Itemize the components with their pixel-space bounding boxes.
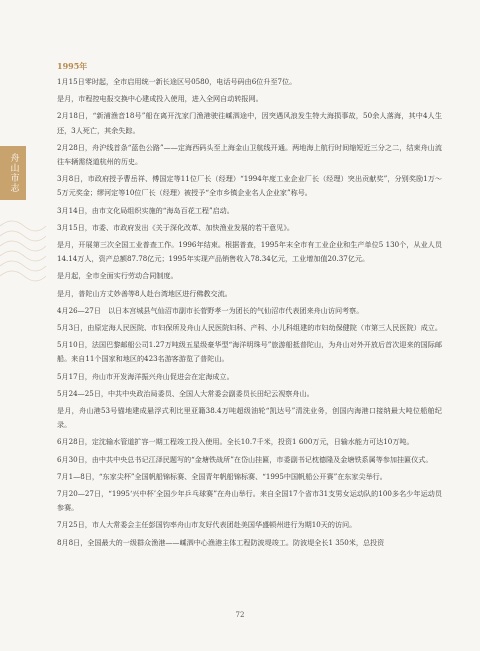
paragraph: 是月，开展第三次全国工业普查工作。1996年结束。根据普查，1995年末全市有工业企业和生产单位5 130个，从业人员14.14万人，资产总额87.78亿元；1995年实现产品销售收入78.34亿元，工业增加值20.37亿元。	[57, 240, 442, 264]
paragraph: 7月20—27日，“1995‘兴中杯’全国少年乒乓球赛”在舟山举行。来自全国17个省市31支男女运动队的100多名少年运动员参赛。	[57, 489, 442, 513]
paragraph: 3月14日，由市文化局组织实施的“海岛百花工程”启动。	[57, 205, 234, 215]
paragraph: 5月3日，由原定海人民医院、市妇保所及舟山人民医院妇科、产科、小儿科组建的市妇幼保健院（市第三人民医院）成立。	[57, 323, 442, 333]
paragraph: 5月24—25日，中共中央政治局委员、全国人大常委会副委员长田纪云视察舟山。	[57, 388, 314, 398]
paragraph: 3月15日，市委、市政府发出《关于深化改革、加快渔业发展的若干意见》。	[57, 222, 294, 232]
paragraph: 5月17日，舟山市开发海洋振兴舟山促进会在定海成立。	[57, 371, 234, 381]
paragraph: 是月，舟山港53号锚地建成悬浮式利比里亚籍38.4万吨超级油轮“凯达号”清洗业务，创国内海港口接纳最大吨位船舶纪录。	[57, 406, 442, 430]
year-heading: 1995年	[57, 61, 88, 71]
paragraph: 7月1—8日，“东家尖杯”全国帆船锦标赛、全国青年帆船锦标赛、“1995中国帆船公开赛”在东家尖举行。	[57, 471, 387, 481]
side-tab-label: 舟山市志	[0, 146, 26, 200]
paragraph: 4月26—27日 以日本宫城县气仙沼市副市长菅野孝一为团长的气仙沼市代表团来舟山访问考察。	[57, 305, 364, 315]
main-text	[57, 60, 442, 553]
paragraph: 8月8日，全国最大的一级群众渔港——嵊泗中心渔港主体工程防波堤竣工。防波堤全长1 350米，总投资	[57, 537, 385, 547]
page-number: 72	[235, 611, 245, 619]
paragraph: 2月28日，舟沪线首条“蓝色公路”——定海西码头至上海金山卫航线开通。两地海上航行时间缩短近三分之二，结束舟山流往车辆需绕道杭州的历史。	[57, 142, 442, 167]
paragraph: 是月，普陀山方丈妙善等8人赴台湾地区进行佛教交流。	[57, 288, 232, 298]
wave-decoration-icon	[0, 206, 46, 296]
paragraph: 6月30日，由中共中央总书记江泽民题写的“金塘铁战所”在岱山挂匾，市委副书记枕德隆及金塘铁系属等参加挂匾仪式。	[57, 454, 433, 464]
paragraph: 6月28日，定沈输水管道扩容一期工程竣工投入使用。全长10.7千米，投资1 600万元，日输水能力可达10万吨。	[57, 437, 414, 447]
side-band	[0, 0, 30, 651]
paragraph: 5月10日，法国巴黎邮船公司1.27万吨级五星级豪华型“海洋明珠号”旅游船抵普陀山，为舟山对外开放后首次迎来的国际邮船。来自11个国家和地区的423名游客游览了普陀山。	[57, 340, 442, 364]
paragraph: 是月，市程控电报交换中心建成投入使用，进入全网自动转报网。	[57, 94, 263, 104]
paragraph: 3月8日，市政府授予曹岳祥、傅国定等11位厂长（经理）“1994年度工业企业厂长（经理）突出贡献奖”，分别奖励1万～5万元奖金；缪河定等10位厂长（经理）被授予“全市乡镇企业名人企业家”称号。	[57, 174, 442, 198]
paragraph: 1月15日零时起，全市启用统一新长途区号0580，电话号码由6位升至7位。	[57, 77, 297, 86]
paragraph: 7月25日，市人大常委会主任彭国钧率舟山市友好代表团赴美国华盛顿州进行为期10天的访问。	[57, 520, 357, 530]
paragraph: 2月18日，“新浦渔音18号”船在离开沈家门渔港驶往嵊泗途中，因突遇风浪发生特大海损事故，50余人落海，其中4人生还，3人死亡，其余失踪。	[57, 111, 442, 135]
paragraph: 是月起，全市全面实行劳动合同制度。	[57, 271, 178, 281]
paragraph-list	[57, 75, 442, 550]
